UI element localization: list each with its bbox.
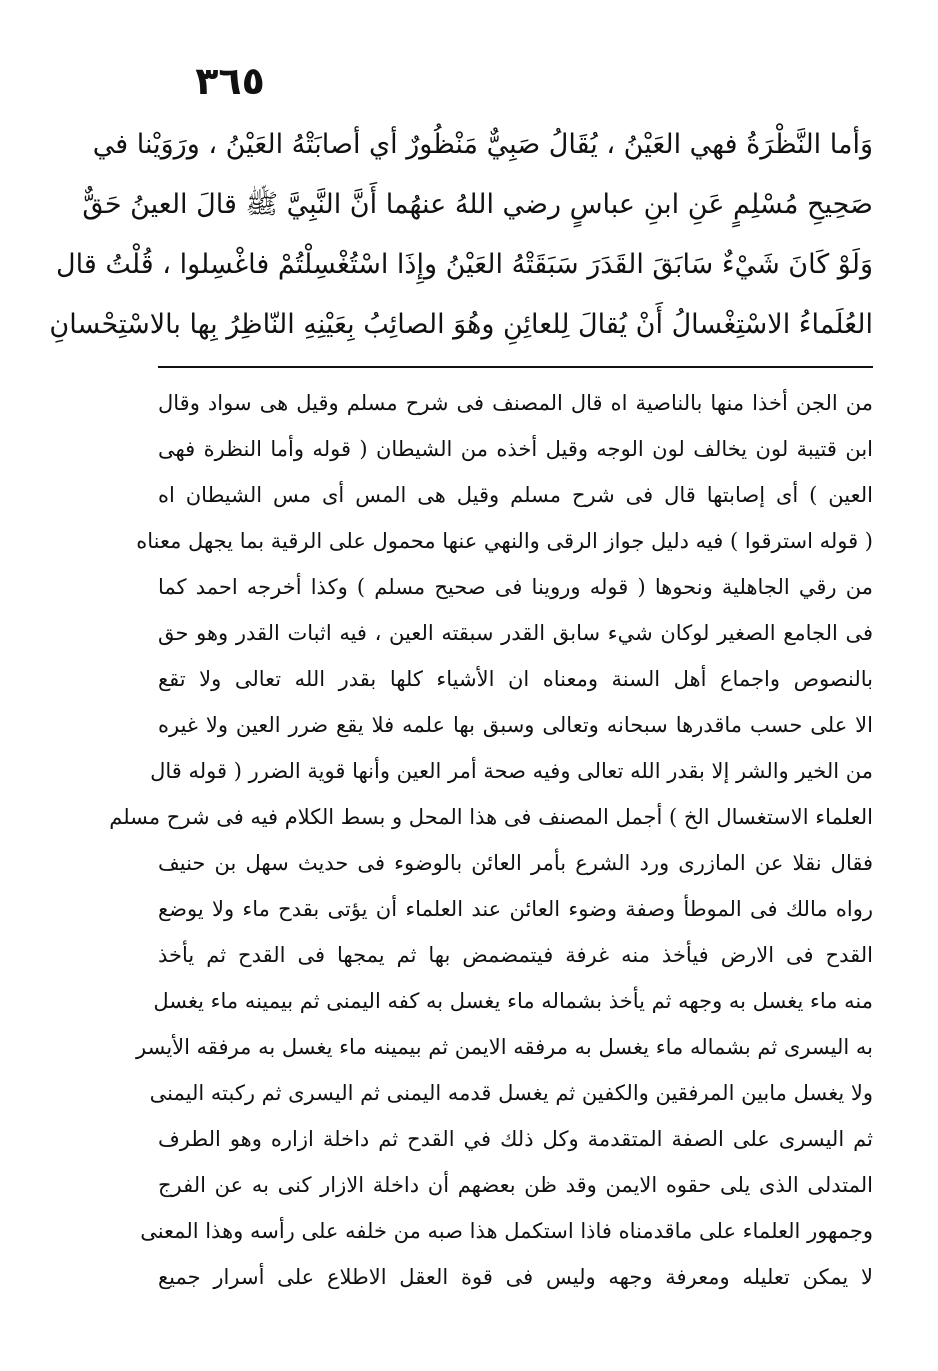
commentary-line: رواه مالك فى الموطأ وصفة وضوء العائن عند العلماء أن يؤتى بقدح ماء ولا يوضع [158, 897, 873, 921]
commentary-line: ( قوله استرقوا ) فيه دليل جواز الرقى والنهي عنها محمول على الرقية بما يجهل معناه [136, 529, 873, 553]
main-text-line: العُلَماءُ الاسْتِغْسالُ أَنْ يُقالَ لِلعائِنِ وهُوَ الصائِبُ بِعَيْنِهِ النّاظِرُ بِها بالاسْتِحْسانِ [49, 309, 873, 340]
commentary-line: بالنصوص واجماع أهل السنة ومعناه ان الأشياء كلها بقدر الله تعالى ولا تقع [158, 667, 873, 691]
commentary-line: المتدلى الذى يلى حقوه الايمن وقد ظن بعضهم أن داخلة الازار كنى به عن الفرج [158, 1173, 873, 1197]
commentary-line: لا يمكن تعليله ومعرفة وجهه وليس فى قوة العقل الاطلاع على أسرار جميع [158, 1265, 873, 1289]
section-divider [158, 366, 873, 368]
commentary-line: فى الجامع الصغير لوكان شيء سابق القدر سبقته العين ، فيه اثبات القدر وهو حق [158, 621, 873, 645]
commentary-line: فقال نقلا عن المازرى ورد الشرع بأمر العائن بالوضوء فى حديث سهل بن حنيف [158, 851, 873, 875]
commentary-line: به اليسرى ثم بشماله ماء يغسل به مرفقه الايمن ثم بيمينه ماء يغسل به مرفقه الأيسر [136, 1035, 873, 1059]
commentary-text [109, 380, 873, 1300]
commentary-line: الا على حسب ماقدرها سبحانه وتعالى وسبق بها علمه فلا يقع ضرر العين ولا غيره [158, 713, 873, 737]
main-text [49, 115, 873, 355]
commentary-line: ولا يغسل مابين المرفقين والكفين ثم يغسل قدمه اليمنى ثم اليسرى ثم ركبته اليمنى [149, 1081, 873, 1105]
commentary-line: وجمهور العلماء على ماقدمناه فاذا استكمل هذا صبه من خلفه على رأسه وهذا المعنى [140, 1219, 873, 1243]
commentary-line: من رقي الجاهلية ونحوها ( قوله وروينا فى صحيح مسلم ) وكذا أخرجه احمد كما [158, 575, 873, 599]
commentary-line: العلماء الاستغسال الخ ) أجمل المصنف فى هذا المحل و بسط الكلام فيه فى شرح مسلم [109, 805, 873, 829]
page-number: ٣٦٥ [195, 59, 265, 103]
commentary-line: ثم اليسرى على الصفة المتقدمة وكل ذلك في القدح ثم داخلة ازاره وهو الطرف [158, 1127, 873, 1151]
commentary-line: القدح فى الارض فيأخذ منه غرفة فيتمضمض بها ثم يمجها فى القدح ثم يأخذ [158, 943, 873, 967]
main-text-line: وَأما النَّظْرَةُ فهي العَيْنُ ، يُقَالُ صَبِيٌّ مَنْظُورٌ أي أصابَتْهُ العَيْنُ ، ورَوَيْنا في [92, 129, 873, 160]
main-text-line: صَحِيحِ مُسْلِمٍ عَنِ ابنِ عباسٍ رضي اللهُ عنهُما أَنَّ النَّبِيَّ ﷺ قالَ العينُ حَقٌّ [82, 189, 873, 220]
commentary-line: من الجن أخذا منها بالناصية اه قال المصنف فى شرح مسلم وقيل هى سواد وقال [158, 391, 873, 415]
commentary-line: منه ماء يغسل به وجهه ثم يأخذ بشماله ماء يغسل به كفه اليمنى ثم بيمينه ماء يغسل [153, 989, 873, 1013]
commentary-line: ابن قتيبة لون يخالف لون الوجه وقيل أخذه من الشيطان ( قوله وأما النظرة فهى [158, 437, 873, 461]
commentary-line: من الخير والشر إلا بقدر الله تعالى وفيه صحة أمر العين وأنها قوية الضرر ( قوله قال [150, 759, 873, 783]
commentary-line: العين ) أى إصابتها قال فى شرح مسلم وقيل هى المس أى مس الشيطان اه [158, 483, 873, 507]
main-text-line: وَلَوْ كَانَ شَيْءٌ سَابَقَ القَدَرَ سَبَقَتْهُ العَيْنُ وإِذَا اسْتُغْسِلْتُمْ فاغْسِلوا ، قُلْتُ قال [56, 249, 873, 280]
